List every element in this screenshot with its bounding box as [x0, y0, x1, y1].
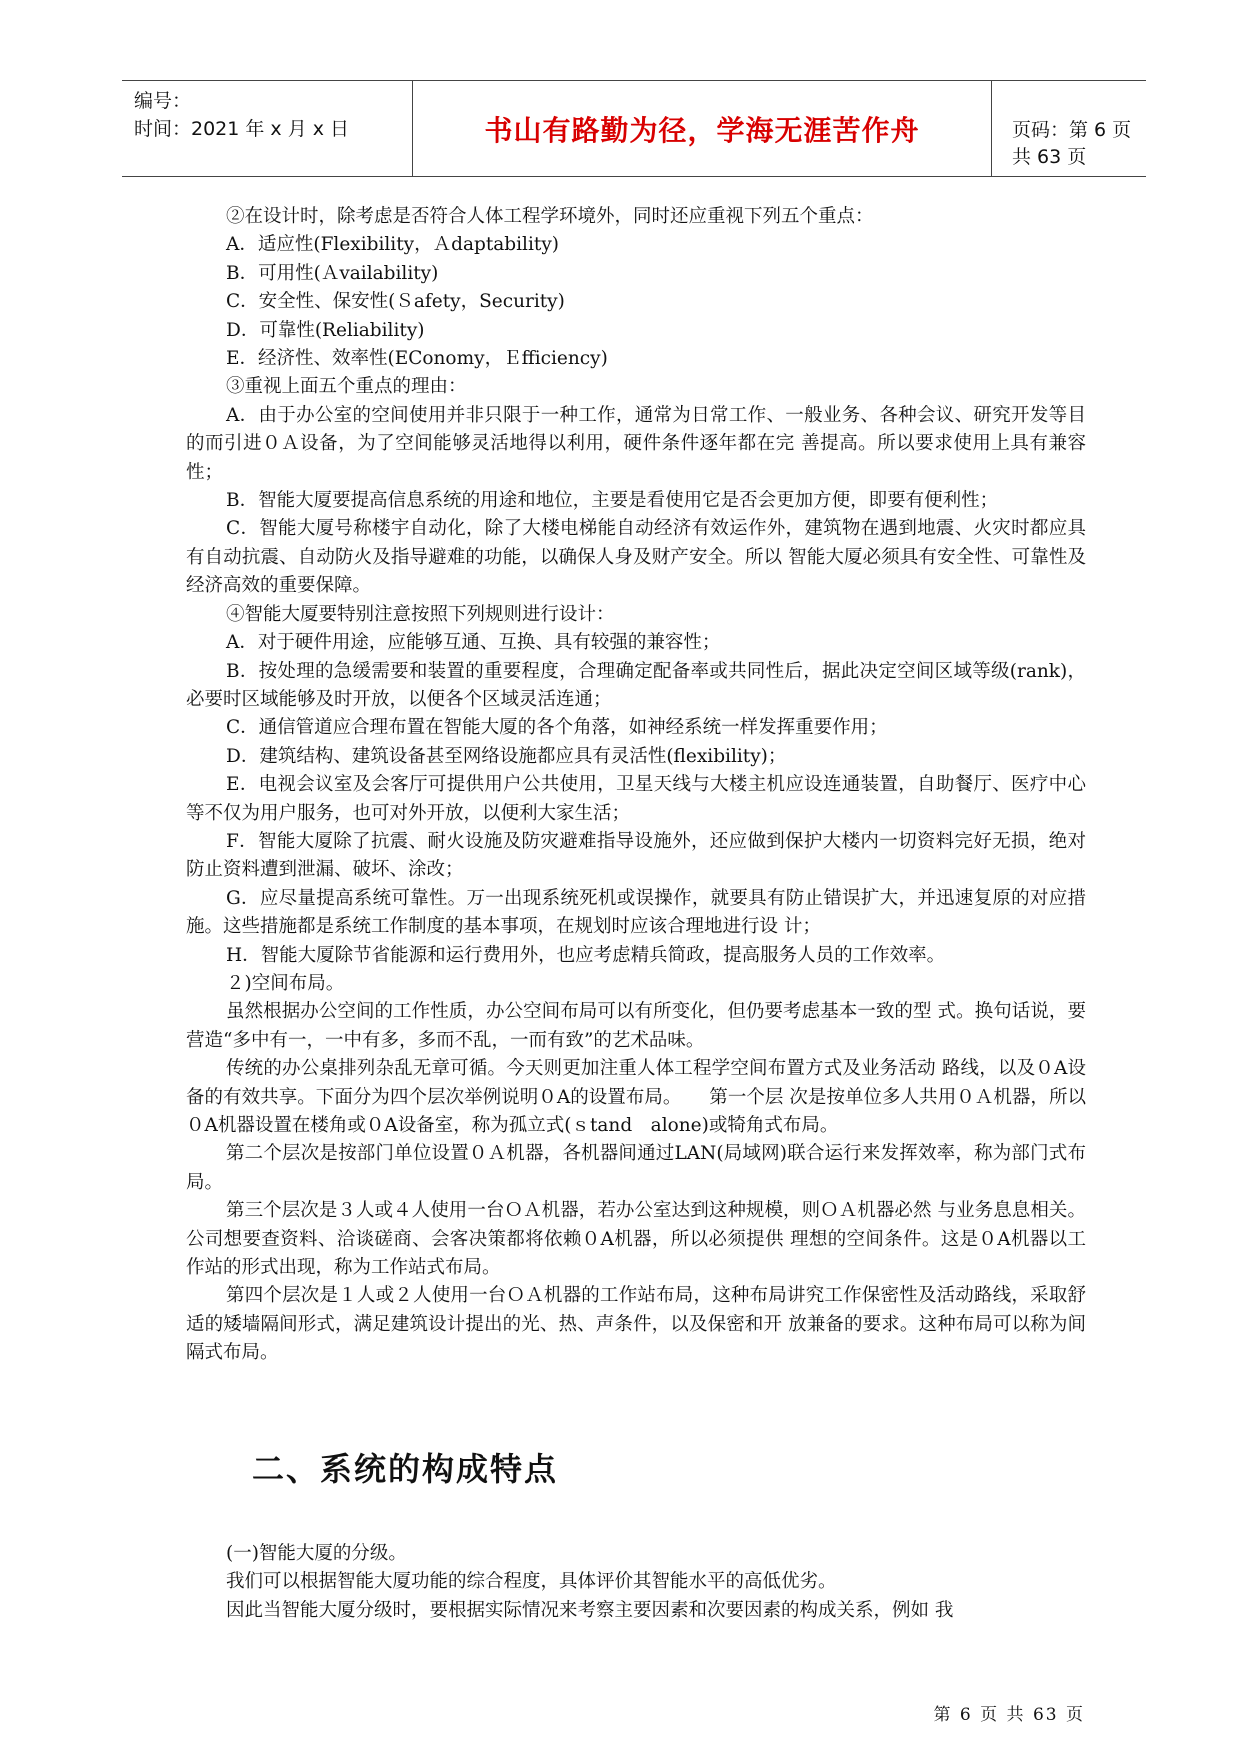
- paragraph: 第四个层次是１人或２人使用一台ＯＡ机器的工作站布局，这种布局讲究工作保密性及活动路线，采取舒适的矮墙隔间形式，满足建筑设计提出的光、热、声条件，以及保密和开 放兼备的要求。这种布局可以称为间隔式布局。: [186, 1285, 1086, 1364]
- section-title: 二、系统的构成特点: [252, 1450, 559, 1488]
- paragraph: A．适应性(Flexibility，Ａdaptability): [226, 234, 559, 256]
- paragraph: B．可用性(Ａvailability): [226, 262, 439, 284]
- paragraph: 传统的办公桌排列杂乱无章可循。今天则更加注重人体工程学空间布置方式及业务活动 路线，以及０A设备的有效共享。下面分为四个层次举例说明０A的设置布局。 第一个层 次是按单位多人共用０Ａ机器，所以０A机器设置在楼角或０A设备室，称为孤立式(ｓtand alone)或犄角式布局。: [186, 1058, 1086, 1136]
- section-body: [186, 1540, 1086, 1625]
- paragraph: E．电视会议室及会客厅可提供用户公共使用，卫星天线与大楼主机应设连通装置，自助餐厅、医疗中心等不仅为用户服务，也可对外开放，以便利大家生活；: [186, 774, 1086, 824]
- page-footer: 第 6 页 共 63 页: [933, 1705, 1085, 1725]
- paragraph: ２)空间布局。: [226, 972, 345, 994]
- paragraph: H．智能大厦除节省能源和运行费用外，也应考虑精兵简政，提高服务人员的工作效率。: [226, 944, 946, 966]
- paragraph: A．由于办公室的空间使用并非只限于一种工作，通常为日常工作、一般业务、各种会议、研究开发等目的而引进０Ａ设备，为了空间能够灵活地得以利用，硬件条件逐年都在完 善提高。所以要求使用上具有兼容性；: [186, 404, 1086, 483]
- paragraph: A．对于硬件用途，应能够互通、互换、具有较强的兼容性；: [226, 632, 721, 654]
- paragraph: ②在设计时，除考虑是否符合人体工程学环境外，同时还应重视下列五个重点：: [226, 206, 874, 227]
- paragraph: 因此当智能大厦分级时，要根据实际情况来考察主要因素和次要因素的构成关系，例如 我: [226, 1599, 954, 1621]
- document-body: [186, 203, 1086, 1368]
- paragraph: F．智能大厦除了抗震、耐火设施及防灾避难指导设施外，还应做到保护大楼内一切资料完好无损，绝对防止资料遭到泄漏、破坏、涂改；: [186, 830, 1086, 881]
- paragraph: B．智能大厦要提高信息系统的用途和地位，主要是看使用它是否会更加方便，即要有便利性；: [226, 490, 999, 512]
- paragraph: D．可靠性(Reliability): [226, 319, 425, 341]
- paragraph: E．经济性、效率性(EConomy，Ｅfficiency): [226, 348, 608, 370]
- paragraph: ③重视上面五个重点的理由：: [226, 376, 467, 398]
- paragraph: 第三个层次是３人或４人使用一台ＯＡ机器，若办公室达到这种规模，则ＯＡ机器必然 与业务息息相关。公司想要查资料、洽谈磋商、会客决策都将依赖０A机器，所以必须提供 理想的空间条件。这是０A机器以工作站的形式出现，称为工作站式布局。: [186, 1200, 1086, 1279]
- paragraph: C．通信管道应合理布置在智能大厦的各个角落，如神经系统一样发挥重要作用；: [226, 717, 888, 739]
- header-left: [134, 87, 349, 143]
- paragraph: C．智能大厦号称楼宇自动化，除了大楼电梯能自动经济有效运作外，建筑物在遇到地震、火灾时都应具有自动抗震、自动防火及指导避难的功能，以确保人身及财产安全。所以 智能大厦必须具有安全性、可靠性及经济高效的重要保障。: [186, 518, 1086, 597]
- header-motto: 书山有路勤为径，学海无涯苦作舟: [412, 81, 992, 176]
- paragraph: 我们可以根据智能大厦功能的综合程度，具体评价其智能水平的高低优劣。: [226, 1571, 837, 1593]
- paragraph: C．安全性、保安性(Ｓafety，Security): [226, 291, 565, 313]
- header-page-label: 页码：第 6 页 共 63 页: [1012, 119, 1132, 168]
- time-label: 时间：2021 年 x 月 x 日: [134, 118, 350, 140]
- paragraph: D．建筑结构、建筑设备甚至网络设施都应具有灵活性(flexibility)；: [226, 745, 787, 767]
- number-label: 编号：: [134, 90, 192, 112]
- paragraph: 第二个层次是按部门单位设置０Ａ机器，各机器间通过LAN(局域网)联合运行来发挥效率，称为部门式布局。: [186, 1143, 1086, 1193]
- page-header: [122, 80, 1146, 177]
- paragraph: G．应尽量提高系统可靠性。万一出现系统死机或误操作，就要具有防止错误扩大，并迅速复原的对应措施。这些措施都是系统工作制度的基本事项，在规划时应该合理地进行设 计；: [186, 887, 1086, 938]
- paragraph: (一)智能大厦的分级。: [226, 1543, 407, 1564]
- paragraph: 虽然根据办公空间的工作性质，办公空间布局可以有所变化，但仍要考虑基本一致的型 式。换句话说，要营造“多中有一，一中有多，多而不乱，一而有致”的艺术品味。: [186, 1001, 1086, 1051]
- paragraph: B．按处理的急缓需要和装置的重要程度，合理确定配备率或共同性后，据此决定空间区域等级(rank)，必要时区域能够及时开放，以便各个区域灵活连通；: [186, 660, 1086, 710]
- paragraph: ④智能大厦要特别注意按照下列规则进行设计：: [226, 603, 615, 625]
